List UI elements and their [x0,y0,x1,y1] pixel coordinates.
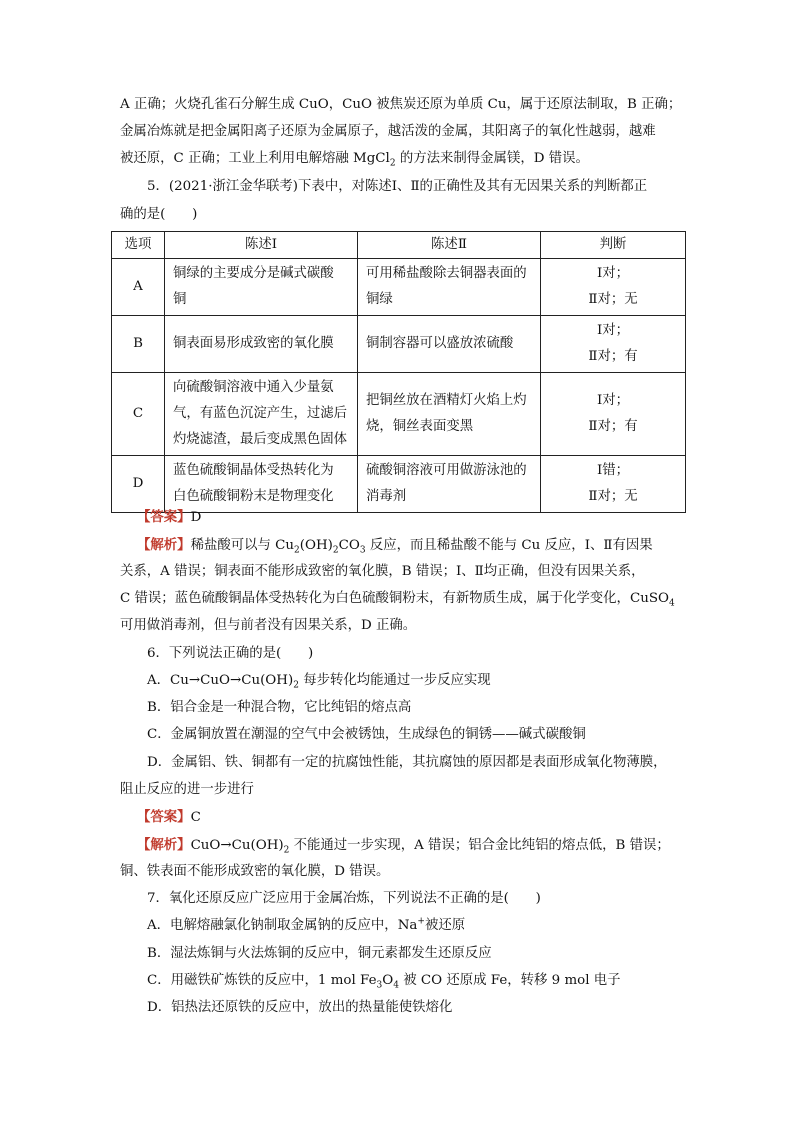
q5-analysis-line-2: 关系，A 错误；铜表面不能形成致密的氧化膜，B 错误；Ⅰ、Ⅱ均正确，但没有因果关系， [120,564,645,579]
row-option: D [112,456,165,513]
row-statement-2: 硫酸铜溶液可用做游泳池的 消毒剂 [358,456,541,513]
q6-analysis-line-2: 铜、铁表面不能形成致密的氧化膜，D 错误。 [120,864,390,879]
row-statement-2: 把铜丝放在酒精灯火焰上灼 烧，铜丝表面变黑 [358,373,541,456]
q5-stem-line-1: 5．(2021·浙江金华联考)下表中，对陈述Ⅰ、Ⅱ的正确性及其有无因果关系的判断都正 [147,179,648,194]
header-judgement: 判断 [541,232,686,259]
header-statement-2: 陈述Ⅱ [358,232,541,259]
q6-option-c: C．金属铜放置在潮湿的空气中会被锈蚀，生成绿色的铜锈——碱式碳酸铜 [147,727,586,742]
row-judgement: Ⅰ对； Ⅱ对；有 [541,316,686,373]
q7-option-c: C．用磁铁矿炼铁的反应中，1 mol $Fe_3O_4$ 被 CO 还原成 Fe，转移 9 mol 电子 [147,973,621,991]
q6-answer: 【答案】C [137,809,201,825]
row-statement-1: 铜表面易形成致密的氧化膜 [165,316,358,373]
q7-option-d: D．铝热法还原铁的反应中，放出的热量能使铁熔化 [147,1000,453,1015]
q5-table [111,231,686,513]
q6-stem: 6．下列说法正确的是( ) [147,646,314,661]
intro-line-1: A 正确；火烧孔雀石分解生成 CuO，CuO 被焦炭还原为单质 Cu，属于还原法制取，B 正确； [120,97,682,112]
q6-option-b: B．铝合金是一种混合物，它比纯铝的熔点高 [147,700,412,715]
header-statement-1: 陈述Ⅰ [165,232,358,259]
row-option: B [112,316,165,373]
intro-line-3: 被还原，C 正确；工业上利用电解熔融 MgCl$_2$ 的方法来制得金属镁，D 错误。 [120,151,589,169]
intro-line-2: 金属冶炼就是把金属阳离子还原为金属原子，越活泼的金属，其阳离子的氧化性越弱，越难 [120,124,656,139]
q5-answer: 【答案】D [137,509,202,525]
row-statement-2: 可用稀盐酸除去铜器表面的 铜绿 [358,259,541,316]
row-statement-2: 铜制容器可以盛放浓硫酸 [358,316,541,373]
q6-option-d-line-1: D．金属铝、铁、铜都有一定的抗腐蚀性能，其抗腐蚀的原因都是表面形成氧化物薄膜， [147,755,667,770]
q7-option-a: A．电解熔融氯化钠制取金属钠的反应中，Na+被还原 [147,916,466,933]
row-statement-1: 蓝色硫酸铜晶体受热转化为 白色硫酸铜粉末是物理变化 [165,456,358,513]
q5-analysis-line-4: 可用做消毒剂，但与前者没有因果关系，D 正确。 [120,618,417,633]
q7-option-b: B．湿法炼铜与火法炼铜的反应中，铜元素都发生还原反应 [147,946,492,961]
q5-analysis-line-3: C 错误；蓝色硫酸铜晶体受热转化为白色硫酸铜粉末，有新物质生成，属于化学变化，CuSO$_4$ [120,591,675,609]
q6-option-a: A．$Cu\to CuO\to Cu(OH)_2$ 每步转化均能通过一步反应实现 [147,673,491,691]
row-option: C [112,373,165,456]
table-row [112,373,686,456]
row-option: A [112,259,165,316]
q7-stem: 7．氧化还原反应广泛应用于金属冶炼，下列说法不正确的是( ) [147,891,541,906]
row-judgement: Ⅰ错； Ⅱ对；无 [541,456,686,513]
row-judgement: Ⅰ对； Ⅱ对；无 [541,259,686,316]
table-row [112,259,686,316]
q5-analysis-line-1: 【解析】稀盐酸可以与 $Cu_2(OH)_2CO_3$ 反应，而且稀盐酸不能与 Cu 反应，Ⅰ、Ⅱ有因果 [137,537,653,556]
row-statement-1: 铜绿的主要成分是碱式碳酸 铜 [165,259,358,316]
row-judgement: Ⅰ对； Ⅱ对；有 [541,373,686,456]
header-option: 选项 [112,232,165,259]
row-statement-1: 向硫酸铜溶液中通入少量氨 气，有蓝色沉淀产生，过滤后 灼烧滤渣，最后变成黑色固体 [165,373,358,456]
q6-analysis-line-1: 【解析】$CuO\to Cu(OH)_2$ 不能通过一步实现，A 错误；铝合金比纯铝的熔点低，B 错误； [137,837,670,856]
table-header-row [112,232,686,259]
q6-option-d-line-2: 阻止反应的进一步进行 [120,782,254,797]
q5-stem-line-2: 确的是( ) [120,207,198,222]
table-row [112,316,686,373]
